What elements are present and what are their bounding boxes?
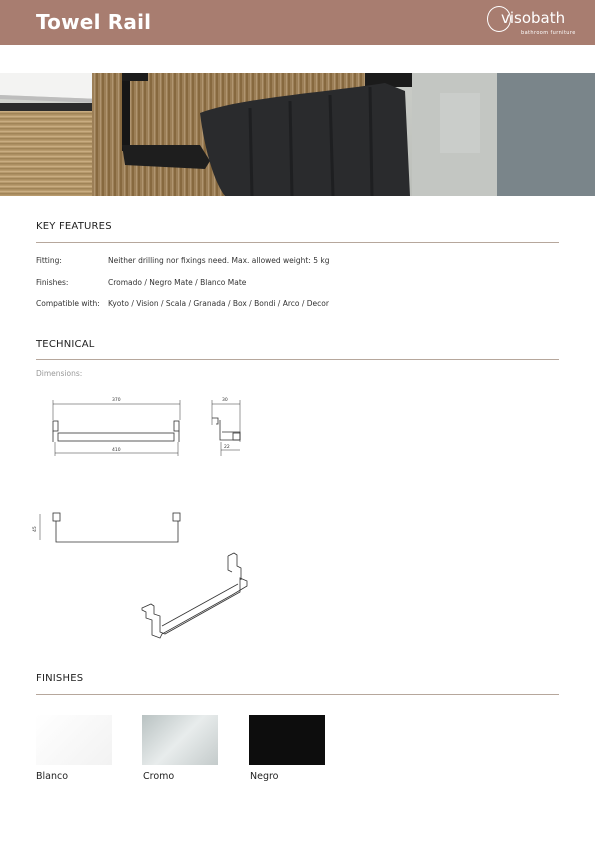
product-photo — [0, 73, 497, 196]
feature-value: Cromado / Negro Mate / Blanco Mate — [108, 278, 247, 287]
finishes-heading: FINISHES — [36, 673, 84, 684]
feature-label: Fitting: — [36, 256, 62, 265]
swatch-cromo — [142, 715, 218, 765]
finish-label: Negro — [250, 771, 279, 782]
technical-drawing — [0, 390, 595, 650]
finish-label: Blanco — [36, 771, 69, 782]
logo-wordmark: visobath — [501, 9, 566, 27]
feature-value: Neither drilling nor fixings need. Max. allowed weight: 5 kg — [108, 256, 330, 265]
dim-text: 410 — [112, 448, 121, 453]
dim-text: 45 — [33, 526, 38, 532]
swatch-blanco — [36, 715, 112, 765]
dim-text: 370 — [112, 398, 121, 403]
logo-tagline: bathroom furniture — [521, 30, 576, 36]
section-divider — [36, 694, 559, 695]
feature-value: Kyoto / Vision / Scala / Granada / Box / Bondi / Arco / Decor — [108, 299, 329, 308]
technical-heading: TECHNICAL — [36, 339, 95, 350]
section-divider — [36, 359, 559, 360]
dimensions-label: Dimensions: — [36, 369, 83, 378]
swatch-negro — [249, 715, 325, 765]
dim-text: 30 — [222, 398, 228, 403]
key-features-heading: KEY FEATURES — [36, 221, 112, 232]
photo-side-panel — [497, 73, 595, 196]
dim-text: 22 — [224, 445, 230, 450]
feature-label: Finishes: — [36, 278, 69, 287]
brand-logo — [487, 6, 577, 42]
page-title: Towel Rail — [36, 10, 152, 34]
header-bar — [0, 0, 595, 45]
feature-label: Compatible with: — [36, 299, 100, 308]
finish-label: Cromo — [143, 771, 175, 782]
section-divider — [36, 242, 559, 243]
